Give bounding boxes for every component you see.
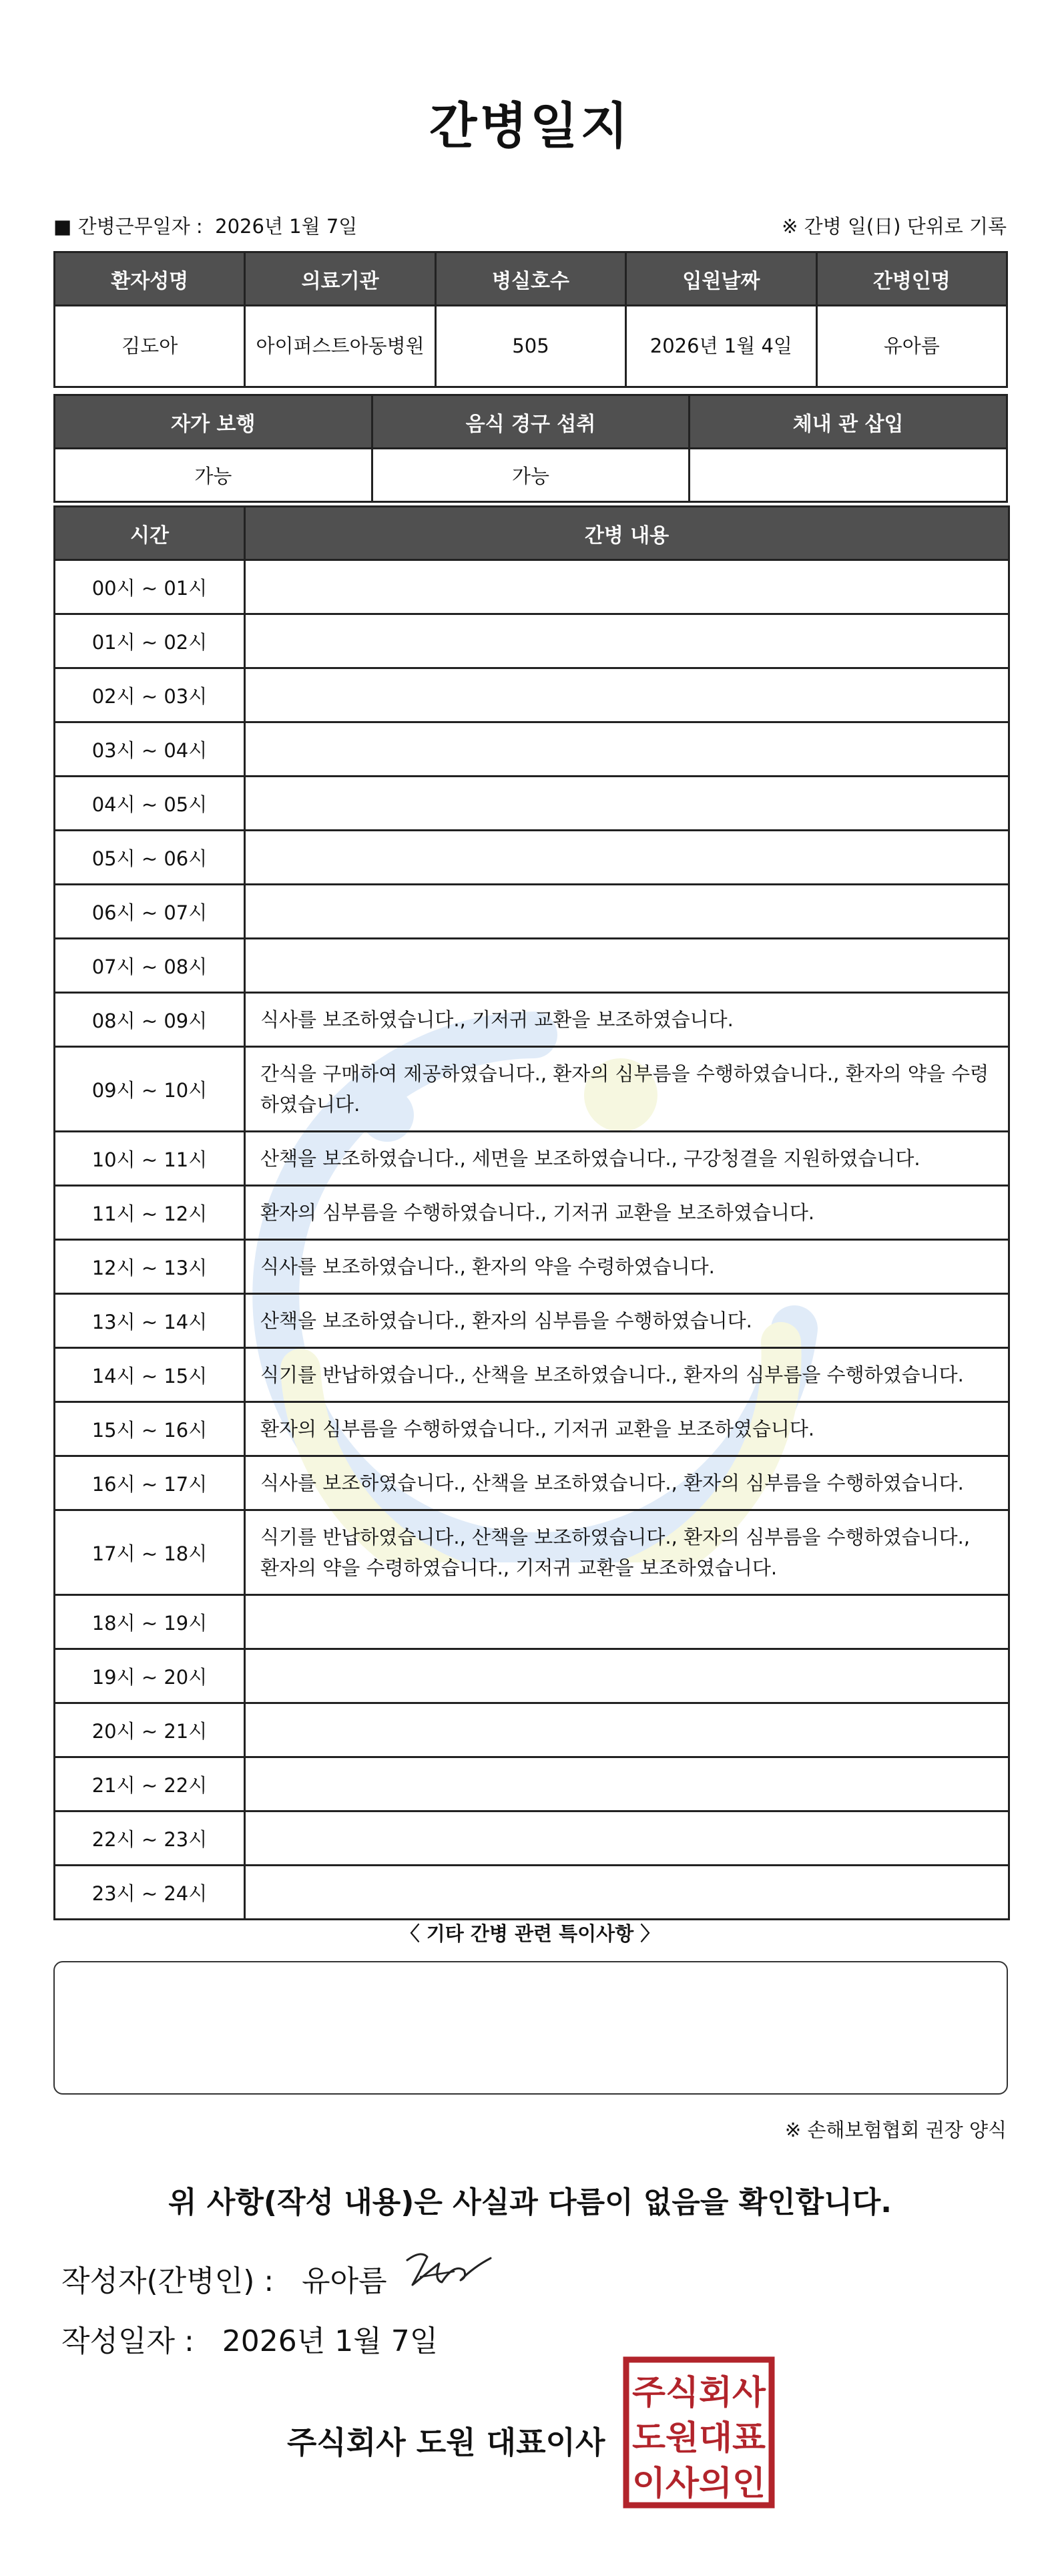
time-slot: 04시 ~ 05시 xyxy=(55,777,245,831)
time-slot: 00시 ~ 01시 xyxy=(55,560,245,614)
table-row xyxy=(55,1510,1009,1595)
care-content xyxy=(245,777,1009,831)
time-slot: 13시 ~ 14시 xyxy=(55,1294,245,1348)
care-content xyxy=(245,1811,1009,1866)
company-representative: 주식회사 도원 대표이사 xyxy=(287,2424,605,2460)
caregiver-name: 유아름 xyxy=(816,306,1007,387)
header-oral-intake: 음식 경구 섭취 xyxy=(372,395,690,449)
patient-info-table xyxy=(53,251,1008,388)
header-self-walking: 자가 보행 xyxy=(55,395,372,449)
table-row xyxy=(55,1757,1009,1811)
table-row xyxy=(55,831,1009,885)
oral-intake-value: 가능 xyxy=(372,449,690,502)
patient-name: 김도아 xyxy=(55,306,245,387)
header-time: 시간 xyxy=(55,507,245,560)
care-content: 식기를 반납하였습니다., 산책을 보조하였습니다., 환자의 심부름을 수행하였습니다., 환자의 약을 수령하였습니다., 기저귀 교환을 보조하였습니다. xyxy=(245,1510,1009,1595)
table-row xyxy=(55,1703,1009,1757)
time-slot: 02시 ~ 03시 xyxy=(55,668,245,722)
confirmation-statement: 위 사항(작성 내용)은 사실과 다름이 없음을 확인합니다. xyxy=(168,2185,892,2219)
care-content: 환자의 심부름을 수행하였습니다., 기저귀 교환을 보조하였습니다. xyxy=(245,1186,1009,1240)
time-slot: 12시 ~ 13시 xyxy=(55,1240,245,1294)
care-content xyxy=(245,1649,1009,1703)
care-content xyxy=(245,668,1009,722)
hospital-name: 아이퍼스트아동병원 xyxy=(245,306,435,387)
patient-status-table xyxy=(53,394,1008,503)
table-row xyxy=(55,1348,1009,1402)
care-content xyxy=(245,1703,1009,1757)
table-row xyxy=(55,777,1009,831)
writer-name: 유아름 xyxy=(302,2264,387,2298)
time-slot: 21시 ~ 22시 xyxy=(55,1757,245,1811)
time-slot: 23시 ~ 24시 xyxy=(55,1866,245,1920)
care-content xyxy=(245,722,1009,777)
time-slot: 22시 ~ 23시 xyxy=(55,1811,245,1866)
care-content xyxy=(245,939,1009,993)
table-row xyxy=(55,1047,1009,1132)
page-title: 간병일지 xyxy=(429,97,631,155)
care-content: 식사를 보조하였습니다., 산책을 보조하였습니다., 환자의 심부름을 수행하였습니다. xyxy=(245,1456,1009,1510)
writer-row xyxy=(61,2257,387,2300)
company-seal-icon xyxy=(622,2356,776,2509)
writer-label: 작성자(간병인) : xyxy=(61,2264,274,2298)
table-row xyxy=(55,1240,1009,1294)
notes-title: 〈 기타 간병 관련 특이사항 〉 xyxy=(400,1922,660,1945)
header-hospital: 의료기관 xyxy=(245,252,435,306)
table-row xyxy=(55,614,1009,668)
time-slot: 03시 ~ 04시 xyxy=(55,722,245,777)
time-slot: 14시 ~ 15시 xyxy=(55,1348,245,1402)
form-source-note: ※ 손해보험협회 권장 양식 xyxy=(784,2119,1007,2141)
care-content: 간식을 구매하여 제공하였습니다., 환자의 심부름을 수행하였습니다., 환자의 약을 수령하였습니다. xyxy=(245,1047,1009,1132)
header-admission-date: 입원날짜 xyxy=(626,252,816,306)
written-date-label: 작성일자 : xyxy=(61,2324,194,2358)
signature-icon xyxy=(401,2243,494,2297)
written-date-value: 2026년 1월 7일 xyxy=(222,2324,439,2358)
table-row xyxy=(55,885,1009,939)
time-slot: 08시 ~ 09시 xyxy=(55,993,245,1047)
written-date-row xyxy=(61,2317,438,2360)
time-slot: 10시 ~ 11시 xyxy=(55,1132,245,1186)
header-room: 병실호수 xyxy=(435,252,625,306)
care-content: 산책을 보조하였습니다., 환자의 심부름을 수행하였습니다. xyxy=(245,1294,1009,1348)
table-row xyxy=(55,722,1009,777)
time-slot: 11시 ~ 12시 xyxy=(55,1186,245,1240)
room-number: 505 xyxy=(435,306,625,387)
work-date-value: 2026년 1월 7일 xyxy=(215,215,358,238)
care-content xyxy=(245,614,1009,668)
time-slot: 19시 ~ 20시 xyxy=(55,1649,245,1703)
care-content: 산책을 보조하였습니다., 세면을 보조하였습니다., 구강청결을 지원하였습니다. xyxy=(245,1132,1009,1186)
care-content: 환자의 심부름을 수행하였습니다., 기저귀 교환을 보조하였습니다. xyxy=(245,1402,1009,1456)
self-walking-value: 가능 xyxy=(55,449,372,502)
time-slot: 05시 ~ 06시 xyxy=(55,831,245,885)
header-patient-name: 환자성명 xyxy=(55,252,245,306)
table-row xyxy=(55,939,1009,993)
notes-box[interactable] xyxy=(53,1961,1008,2095)
header-care-content: 간병 내용 xyxy=(245,507,1009,560)
daily-record-note: ※ 간병 일(日) 단위로 기록 xyxy=(782,215,1007,238)
care-content: 식사를 보조하였습니다., 환자의 약을 수령하였습니다. xyxy=(245,1240,1009,1294)
care-content: 식기를 반납하였습니다., 산책을 보조하였습니다., 환자의 심부름을 수행하였습니다. xyxy=(245,1348,1009,1402)
table-row xyxy=(55,1866,1009,1920)
work-date xyxy=(53,212,357,239)
time-slot: 07시 ~ 08시 xyxy=(55,939,245,993)
time-slot: 20시 ~ 21시 xyxy=(55,1703,245,1757)
table-row xyxy=(55,668,1009,722)
table-row xyxy=(55,1456,1009,1510)
time-slot: 15시 ~ 16시 xyxy=(55,1402,245,1456)
care-content xyxy=(245,1595,1009,1649)
time-slot: 06시 ~ 07시 xyxy=(55,885,245,939)
time-slot: 16시 ~ 17시 xyxy=(55,1456,245,1510)
seal-line-2: 도원대표 xyxy=(632,2418,766,2457)
header-tube-insertion: 체내 관 삽입 xyxy=(690,395,1007,449)
header-caregiver: 간병인명 xyxy=(816,252,1007,306)
time-slot: 01시 ~ 02시 xyxy=(55,614,245,668)
table-row xyxy=(55,560,1009,614)
work-date-label: ■ 간병근무일자 : xyxy=(53,215,203,238)
care-content xyxy=(245,1866,1009,1920)
table-row xyxy=(55,1595,1009,1649)
care-content xyxy=(245,831,1009,885)
care-content xyxy=(245,560,1009,614)
time-slot: 18시 ~ 19시 xyxy=(55,1595,245,1649)
time-slot: 09시 ~ 10시 xyxy=(55,1047,245,1132)
care-content: 식사를 보조하였습니다., 기저귀 교환을 보조하였습니다. xyxy=(245,993,1009,1047)
table-row xyxy=(55,1811,1009,1866)
admission-date: 2026년 1월 4일 xyxy=(626,306,816,387)
table-row xyxy=(55,1402,1009,1456)
table-row xyxy=(55,1186,1009,1240)
table-row xyxy=(55,993,1009,1047)
seal-line-1: 주식회사 xyxy=(632,2373,766,2412)
table-row xyxy=(55,1294,1009,1348)
time-slot: 17시 ~ 18시 xyxy=(55,1510,245,1595)
care-content xyxy=(245,885,1009,939)
seal-line-3: 이사의인 xyxy=(632,2464,766,2503)
tube-insertion-value xyxy=(690,449,1007,502)
table-row xyxy=(55,1132,1009,1186)
care-log-table xyxy=(53,505,1010,1920)
table-row xyxy=(55,1649,1009,1703)
care-content xyxy=(245,1757,1009,1811)
